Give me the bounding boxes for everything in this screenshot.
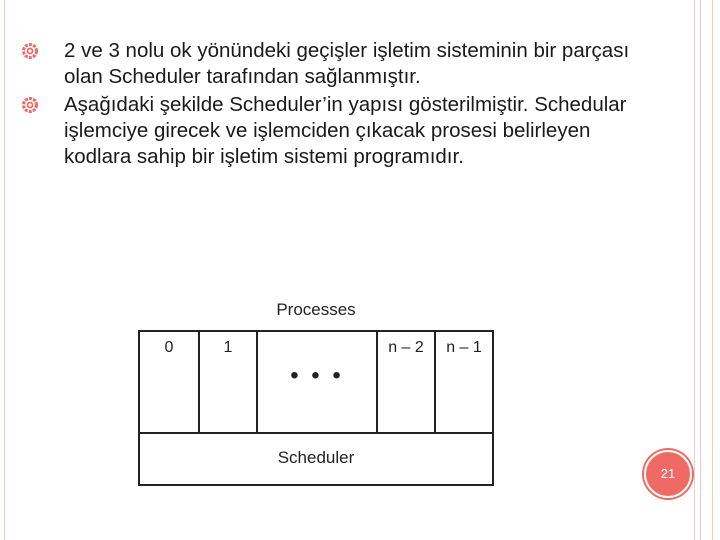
bullet-text-1: 2 ve 3 nolu ok yönündeki geçişler işletim sisteminin bir parçası olan Scheduler tarafından sağlanmıştır. <box>64 39 630 88</box>
scheduler-label: Scheduler <box>277 448 355 467</box>
bullet-item-1 <box>22 38 642 90</box>
process-cell-n-2 <box>378 332 436 432</box>
process-cell-n-1 <box>436 332 492 432</box>
edge-line-right-1 <box>694 0 695 540</box>
process-cell-ellipsis <box>258 332 378 432</box>
process-cell-1 <box>200 332 258 432</box>
ellipsis-label: • • • <box>290 362 344 389</box>
process-row <box>138 330 494 434</box>
page-number-badge: 21 <box>644 450 692 498</box>
diagram-title: Processes <box>276 300 356 319</box>
bullet-text-2: Aşağıdaki şekilde Scheduler’in yapısı gösterilmiştir. Schedular işlemciye girecek ve işlemciden çıkacak prosesi belirleyen kodlara sahip bir işletim sistemi programıdır. <box>64 93 627 168</box>
process-label-n-1: n – 1 <box>446 339 482 356</box>
process-label-n-2: n – 2 <box>388 339 424 356</box>
gear-bullet-icon <box>22 97 38 113</box>
process-label-0: 0 <box>164 339 174 356</box>
bullet-list <box>22 38 642 172</box>
edge-line-right-3 <box>712 0 713 540</box>
scheduler-box <box>138 432 494 486</box>
edge-line-left <box>4 0 5 540</box>
process-label-1: 1 <box>223 339 233 356</box>
edge-line-right-2 <box>700 0 701 540</box>
gear-bullet-icon <box>22 43 38 59</box>
scheduler-diagram <box>138 296 498 490</box>
bullet-item-2 <box>22 92 642 170</box>
process-cell-0 <box>140 332 200 432</box>
